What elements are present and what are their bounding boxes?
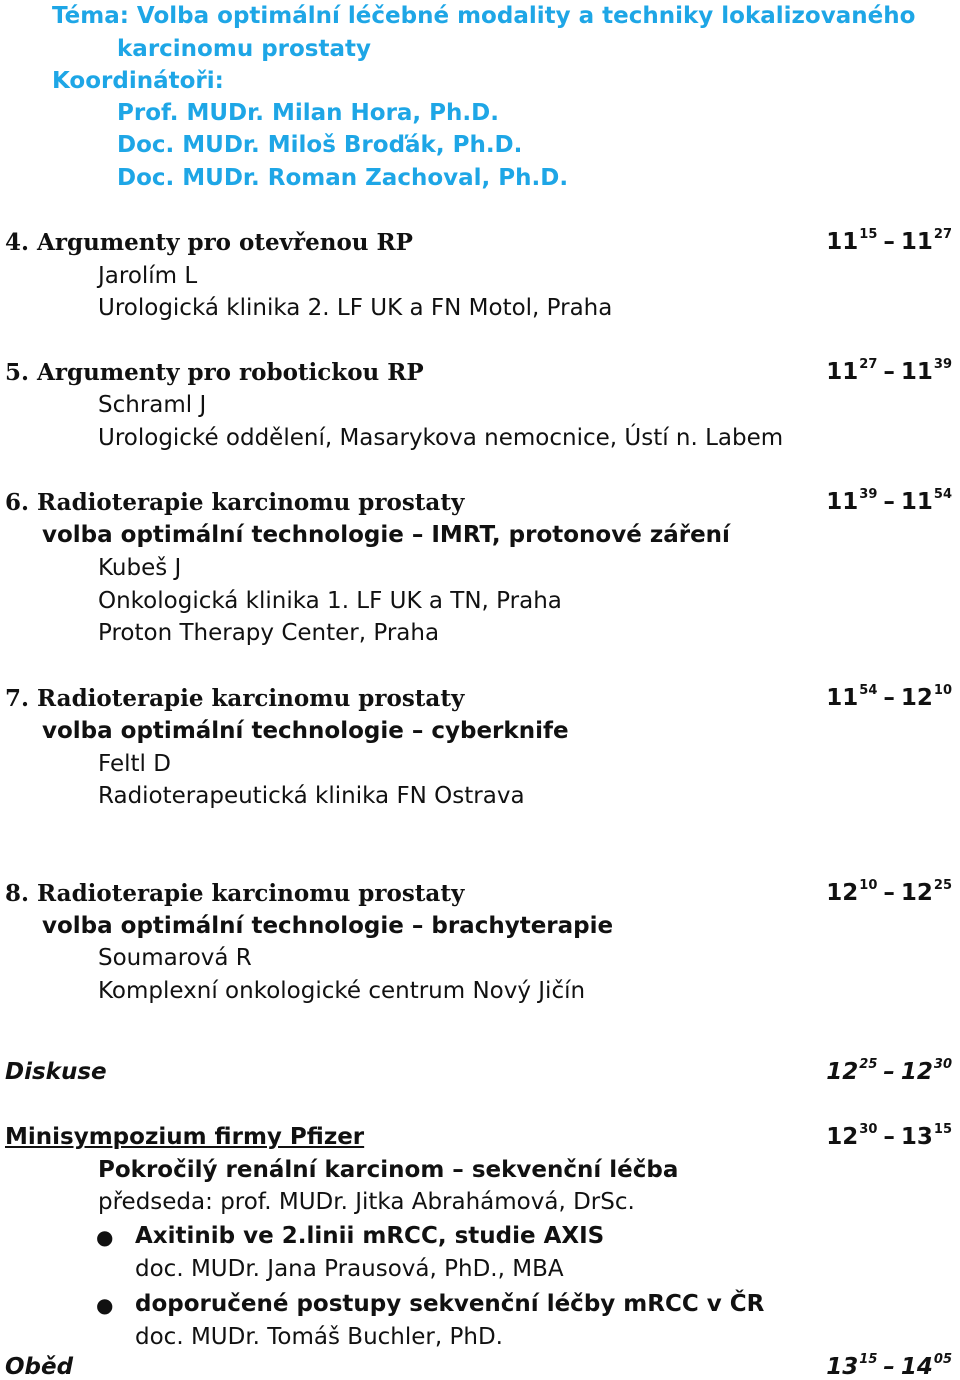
discussion-time: $12^{25} - 12^{30}$ xyxy=(826,1057,952,1085)
item-speaker: Feltl D xyxy=(98,751,171,777)
item-speaker: Jarolím L xyxy=(98,263,198,289)
coordinator-name: Doc. MUDr. Miloš Broďák, Ph.D. xyxy=(117,132,523,158)
item-time: $12^{10} - 12^{25}$ xyxy=(826,878,952,906)
item-speaker: Schraml J xyxy=(98,392,207,418)
item-heading xyxy=(5,491,464,514)
topic-heading: Téma: Volba optimální léčebné modality a techniky lokalizovaného xyxy=(52,3,916,29)
talk-speaker: doc. MUDr. Tomáš Buchler, PhD. xyxy=(135,1324,503,1350)
item-affiliation: Onkologická klinika 1. LF UK a TN, Praha xyxy=(98,588,562,614)
minisymposium-title: Pokročilý renální karcinom – sekvenční léčba xyxy=(98,1157,679,1183)
coordinator-name: Prof. MUDr. Milan Hora, Ph.D. xyxy=(117,100,499,126)
talk-title: Axitinib ve 2.linii mRCC, studie AXIS xyxy=(135,1223,605,1249)
bullet-icon: ● xyxy=(96,1293,114,1317)
item-speaker: Kubeš J xyxy=(98,555,182,581)
item-number: 8. xyxy=(5,880,30,907)
item-title: Argumenty pro robotickou RP xyxy=(37,359,424,386)
lunch-time: $13^{15} - 14^{05}$ xyxy=(826,1352,952,1380)
item-heading xyxy=(5,231,413,254)
item-affiliation: Radioterapeutická klinika FN Ostrava xyxy=(98,783,525,809)
item-time: $11^{27} - 11^{39}$ xyxy=(826,357,952,385)
item-subtitle: volba optimální technologie – brachyterapie xyxy=(42,913,614,939)
coordinators-label: Koordinátoři: xyxy=(52,68,224,94)
item-affiliation: Komplexní onkologické centrum Nový Jičín xyxy=(98,978,586,1004)
item-number: 7. xyxy=(5,685,30,712)
lunch-label: Oběd xyxy=(5,1354,74,1380)
item-heading xyxy=(5,882,464,905)
item-affiliation: Urologická klinika 2. LF UK a FN Motol, Praha xyxy=(98,295,613,321)
item-subtitle: volba optimální technologie – IMRT, protonové záření xyxy=(42,522,730,548)
item-subtitle: volba optimální technologie – cyberknife xyxy=(42,718,569,744)
minisymposium-label: Minisympozium firmy Pfizer xyxy=(5,1124,365,1150)
item-number: 6. xyxy=(5,489,30,516)
item-title: Radioterapie karcinomu prostaty xyxy=(37,685,465,712)
item-affiliation: Proton Therapy Center, Praha xyxy=(98,620,440,646)
minisymposium-time: $12^{30} - 13^{15}$ xyxy=(826,1122,952,1150)
item-time: $11^{54} - 12^{10}$ xyxy=(826,683,952,711)
bullet-icon: ● xyxy=(96,1225,114,1249)
item-title: Argumenty pro otevřenou RP xyxy=(37,229,413,256)
item-number: 5. xyxy=(5,359,30,386)
item-heading xyxy=(5,361,424,384)
discussion-label: Diskuse xyxy=(5,1059,107,1085)
item-time: $11^{15} - 11^{27}$ xyxy=(826,227,952,255)
item-speaker: Soumarová R xyxy=(98,945,252,971)
item-time: $11^{39} - 11^{54}$ xyxy=(826,487,952,515)
talk-title: doporučené postupy sekvenční léčby mRCC v ČR xyxy=(135,1291,765,1317)
coordinator-name: Doc. MUDr. Roman Zachoval, Ph.D. xyxy=(117,165,569,191)
item-heading xyxy=(5,687,464,710)
item-affiliation: Urologické oddělení, Masarykova nemocnice, Ústí n. Labem xyxy=(98,425,784,451)
talk-speaker: doc. MUDr. Jana Prausová, PhD., MBA xyxy=(135,1256,564,1282)
minisymposium-chair: předseda: prof. MUDr. Jitka Abrahámová, DrSc. xyxy=(98,1189,635,1215)
item-number: 4. xyxy=(5,229,30,256)
item-title: Radioterapie karcinomu prostaty xyxy=(37,880,465,907)
item-title: Radioterapie karcinomu prostaty xyxy=(37,489,465,516)
topic-heading-cont: karcinomu prostaty xyxy=(117,36,371,62)
